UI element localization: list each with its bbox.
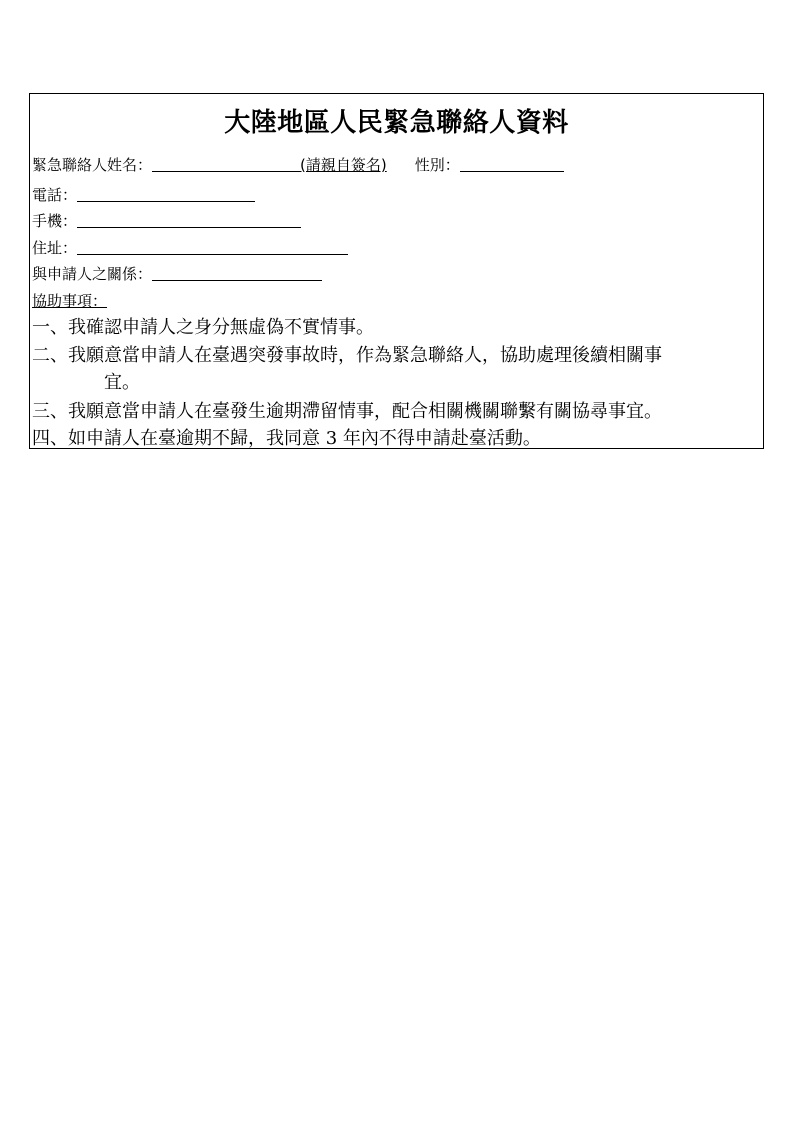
mobile-field[interactable] xyxy=(77,211,301,228)
assist-heading-row xyxy=(32,290,107,312)
address-field[interactable] xyxy=(77,238,348,255)
relation-row xyxy=(32,263,322,285)
form-title: 大陸地區人民緊急聯絡人資料 xyxy=(224,108,569,138)
phone-field[interactable] xyxy=(77,185,255,202)
mobile-label: 手機： xyxy=(32,212,78,230)
name-row xyxy=(32,154,564,176)
assist-item-2: 二、我願意當申請人在臺遇突發事故時，作為緊急聯絡人，協助處理後續相關事 xyxy=(32,345,662,366)
assist-heading: 協助事項： xyxy=(32,292,108,310)
name-field[interactable] xyxy=(152,155,300,172)
signature-note: (請親自簽名) xyxy=(300,156,387,174)
address-label: 住址： xyxy=(32,239,78,257)
address-row xyxy=(32,237,348,259)
gender-label: 性別： xyxy=(414,156,460,174)
assist-item-1: 一、我確認申請人之身分無虛偽不實情事。 xyxy=(32,317,374,338)
relation-label: 與申請人之關係： xyxy=(32,265,153,283)
gender-field[interactable] xyxy=(460,155,564,172)
mobile-row xyxy=(32,210,301,232)
assist-item-2-continuation: 宜。 xyxy=(104,372,140,393)
assist-item-4-years: 3 xyxy=(325,428,338,449)
phone-row xyxy=(32,184,255,206)
phone-label: 電話： xyxy=(32,186,78,204)
assist-item-4-text-a: 四、如申請人在臺逾期不歸，我同意 xyxy=(32,428,320,449)
relation-field[interactable] xyxy=(152,264,322,281)
emergency-contact-form xyxy=(29,93,764,449)
assist-item-4-text-b: 年內不得申請赴臺活動。 xyxy=(342,428,541,449)
assist-item-4 xyxy=(32,427,541,451)
name-label: 緊急聯絡人姓名： xyxy=(32,156,153,174)
assist-item-3: 三、我願意當申請人在臺發生逾期滯留情事，配合相關機關聯繫有關協尋事宜。 xyxy=(32,401,662,422)
